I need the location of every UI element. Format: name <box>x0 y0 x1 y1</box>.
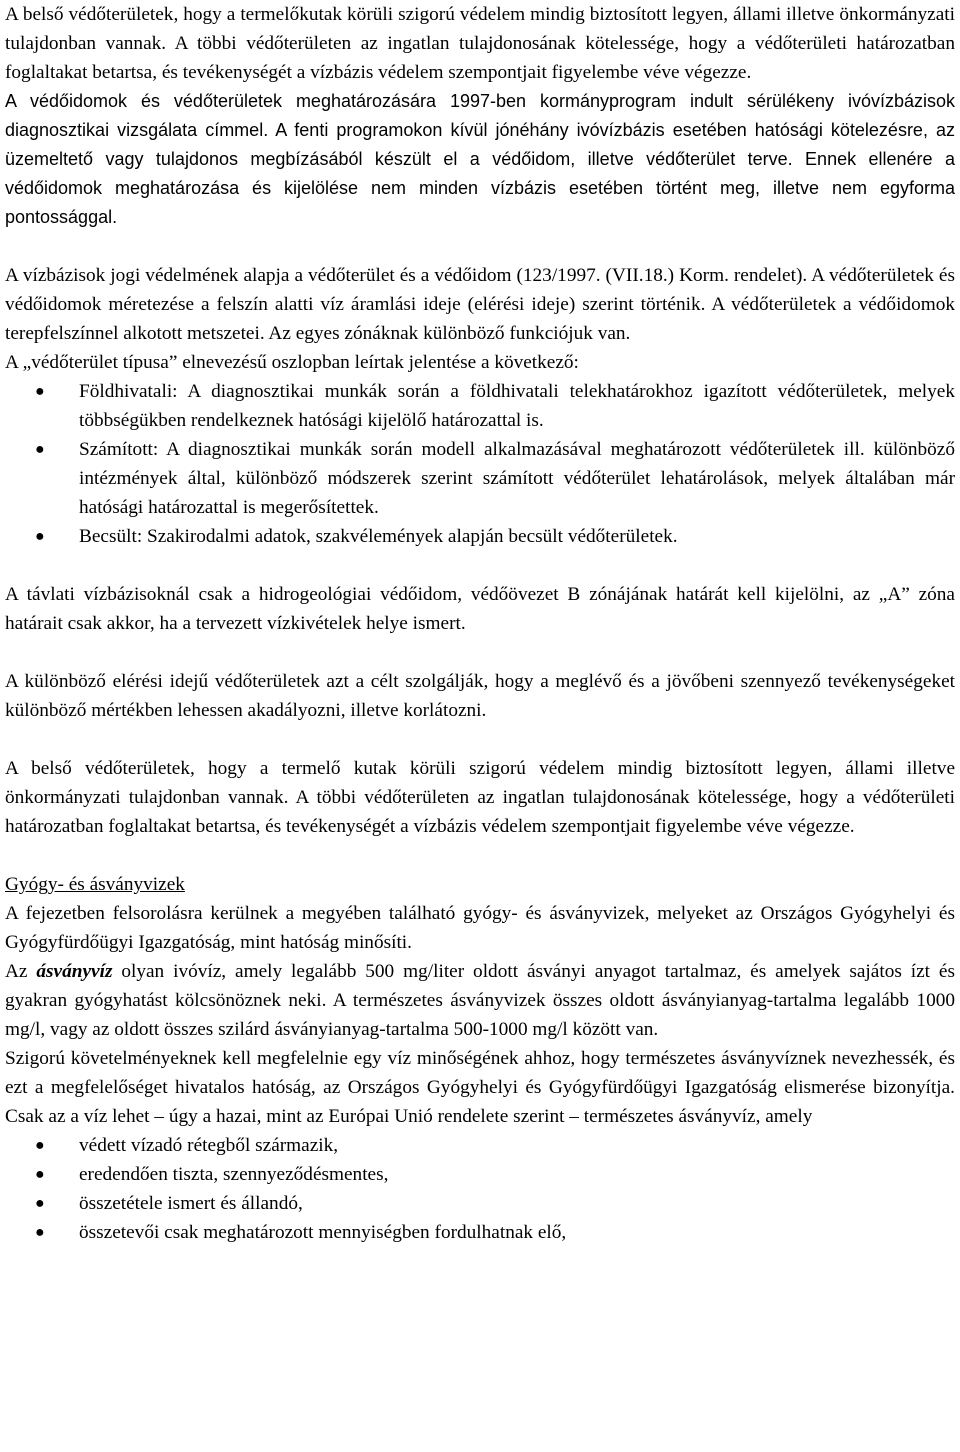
list-item <box>5 1218 955 1247</box>
list-item-text: összetétele ismert és állandó, <box>79 1193 303 1214</box>
mineral-water-criteria-list <box>5 1131 955 1247</box>
paragraph-future-water-bases: A távlati vízbázisoknál csak a hidrogeológiai védőidom, védőövezet B zónájának határát kell kijelölni, az „A” zóna határait csak akkor, ha a tervezett vízkivételek helye ismert. <box>5 584 955 634</box>
list-item <box>5 377 955 435</box>
list-item <box>5 522 955 551</box>
section-heading: Gyógy- és ásványvizek <box>5 874 185 895</box>
definition-lead: Az <box>5 961 37 982</box>
list-item <box>5 1160 955 1189</box>
paragraph-requirements: Szigorú követelményeknek kell megfelelnie egy víz minőségének ahhoz, hogy természetes ásványvíznek nevezhessék, és ezt a megfelelőséget hivatalos hatóság, az Országos Gyógyhelyi és Gyógyfürdőügyi Igazgatóság elismerése bizonyítja. Csak az a víz lehet – úgy a hazai, mint az Európai Unió rendelete szerint – természetes ásványvíz, amely <box>5 1048 955 1127</box>
list-item <box>5 435 955 522</box>
list-item-text: védett vízadó rétegből származik, <box>79 1135 339 1156</box>
list-item-text: eredendően tiszta, szennyeződésmentes, <box>79 1164 389 1185</box>
paragraph-legal-basis: A vízbázisok jogi védelmének alapja a védőterület és a védőidom (123/1997. (VII.18.) Korm. rendelet). A védőterületek és védőidomok méretezése a felszín alatti víz áramlási ideje (elérési ideje) szerint történik. A védőterületek a védőidomok terepfelszínnel alkotott metszetei. Az egyes zónáknak különböző funkciójuk van. <box>5 265 955 344</box>
paragraph-inner-protection-2: A belső védőterületek, hogy a termelő kutak körüli szigorú védelem mindig biztosított legyen, állami illetve önkormányzati tulajdonban vannak. A többi védőterületen az ingatlan tulajdonosának kötelessége, hogy a védőterületi határozatban foglaltakat betartsa, és tevékenységét a vízbázis védelem szempontjait figyelembe véve végezze. <box>5 758 955 837</box>
list-item <box>5 1131 955 1160</box>
bullet-icon: ● <box>35 383 45 400</box>
bullet-icon: ● <box>35 1195 45 1212</box>
definition-body: olyan ivóvíz, amely legalább 500 mg/liter oldott ásványi anyagot tartalmaz, és amelyek sajátos ízt és gyakran gyógyhatást kölcsönöznek neki. A természetes ásványvizek összes oldott ásványianyag-tartalma legalább 1000 mg/l, vagy az oldott összes szilárd ásványianyag-tartalma 500-1000 mg/l között van. <box>5 961 955 1040</box>
paragraph-inner-protection-1: A belső védőterületek, hogy a termelőkutak körüli szigorú védelem mindig biztosított legyen, állami illetve önkormányzati tulajdonban vannak. A többi védőterületen az ingatlan tulajdonosának kötelessége, hogy a védőterületi határozatban foglaltakat betartsa, és tevékenységét a vízbázis védelem szempontjait figyelembe véve végezze. <box>5 4 955 83</box>
defined-term: ásványvíz <box>36 961 113 982</box>
bullet-icon: ● <box>35 528 45 545</box>
bullet-icon: ● <box>35 441 45 458</box>
paragraph-mineral-water-definition <box>5 957 955 1044</box>
paragraph-chapter-intro: A fejezetben felsorolásra kerülnek a megyében található gyógy- és ásványvizek, melyeket az Országos Gyógyhelyi és Gyógyfürdőügyi Igazgatóság, mint hatóság minősíti. <box>5 903 955 953</box>
list-item <box>5 1189 955 1218</box>
list-item-text: Számított: A diagnosztikai munkák során modell alkalmazásával meghatározott védőterületek ill. különböző intézmények által, különböző módszerek szerint számított védőterület lehatárolások, melyek általában már hatósági határozattal is megerősítettek. <box>79 439 955 518</box>
paragraph-access-time-purpose: A különböző elérési idejű védőterületek azt a célt szolgálják, hogy a meglévő és a jövőbeni szennyező tevékenységeket különböző mértékben lehessen akadályozni, illetve korlátozni. <box>5 671 955 721</box>
protection-type-list <box>5 377 955 551</box>
bullet-icon: ● <box>35 1137 45 1154</box>
list-item-text: Becsült: Szakirodalmi adatok, szakvélemények alapján becsült védőterületek. <box>79 526 678 547</box>
paragraph-protection-program: A védőidomok és védőterületek meghatározására 1997-ben kormányprogram indult sérülékeny ivóvízbázisok diagnosztikai vizsgálata címmel. A fenti programokon kívül jónéhány ivóvízbázis esetében hatósági kötelezésre, az üzemeltető vagy tulajdonos megbízásából készült el a védőidom, illetve védőterület terve. Ennek ellenére a védőidomok meghatározása és kijelölése nem minden vízbázis esetében történt meg, illetve nem egyforma pontossággal. <box>5 91 955 227</box>
paragraph-type-intro: A „védőterület típusa” elnevezésű oszlopban leírtak jelentése a következő: <box>5 352 579 373</box>
bullet-icon: ● <box>35 1224 45 1241</box>
list-item-text: Földhivatali: A diagnosztikai munkák során a földhivatali telekhatárokhoz igazított védőterületek, melyek többségükben rendelkeznek hatósági kijelölő határozattal is. <box>79 381 955 431</box>
bullet-icon: ● <box>35 1166 45 1183</box>
list-item-text: összetevői csak meghatározott mennyiségben fordulhatnak elő, <box>79 1222 567 1243</box>
